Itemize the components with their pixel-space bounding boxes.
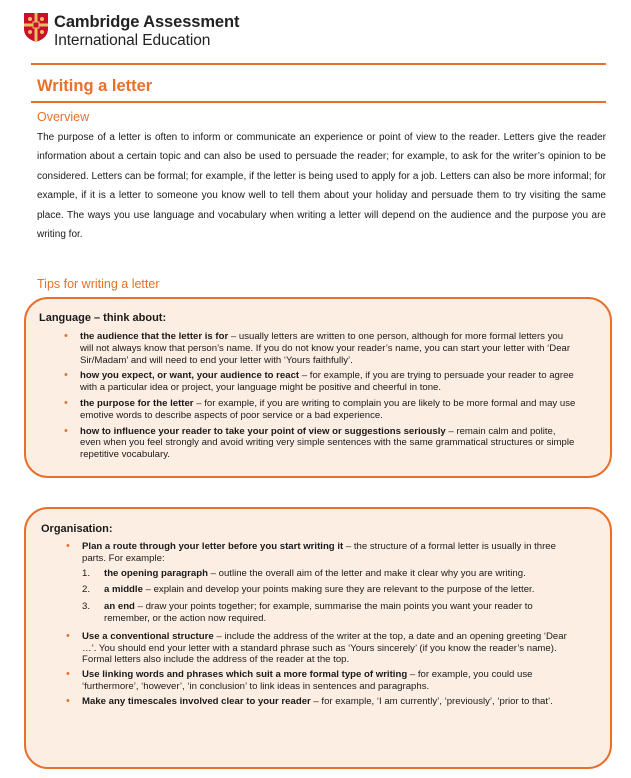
step-item: 3. an end – draw your points together; for example, summarise the main points you want your reader to remember, or the action now required. (82, 601, 533, 624)
list-item: • the purpose for the letter – for example, if you are writing to complain you are likely to be more formal and may use emotive words to describe aspects of poor service or a bad experience. (60, 398, 576, 422)
list-item: • Use linking words and phrases which suit a more formal type of writing – for example, you could use ‘furthermore’, ‘however’, ‘in conclusion’ to link ideas in sentences and paragraphs. (62, 669, 576, 693)
cambridge-crest-logo (24, 13, 48, 42)
step-item: 1. the opening paragraph – outline the overall aim of the letter and make it clear why you are writing. (82, 567, 526, 579)
list-item: • how you expect, or want, your audience to react – for example, if you are trying to persuade your reader to agree with a particular idea or project, your language might be positive and cheerful in tone. (60, 370, 576, 394)
list-item: • Use a conventional structure – include the address of the writer at the top, a date and an opening greeting ‘Dear …’. You should end your letter with a standard phrase such as ‘Yours sincerely’ (if you know the reader’s name). Formal letters also include the address of the reader at the top. (62, 631, 576, 666)
language-box (24, 297, 612, 478)
overview-heading: Overview (37, 110, 90, 124)
title-rule-top (31, 63, 606, 65)
org-name-line2: International Education (54, 32, 211, 49)
structure-steps (82, 568, 576, 625)
step-item: 2. a middle – explain and develop your points making sure they are relevant to the purpose of the letter. (82, 584, 535, 596)
list-item: • Make any timescales involved clear to your reader – for example, ‘I am currently’, ‘previously’, ‘prior to that’. (62, 696, 576, 708)
overview-paragraph: The purpose of a letter is often to inform or communicate an experience or point of view to the reader. Letters give the reader information about a certain topic and can also be used to persuade the reader; for example, to ask for the writer’s opinion to be considered. Letters can be formal; for example, if the letter is being used to apply for a job. Letters can also be more informal; for example, if it is a letter to someone you know well to tell them about your holiday and persuade them to try visiting the same place. The ways you use language and vocabulary when writing a letter will depend on the audience and the purpose you are writing for. (37, 132, 606, 241)
language-box-title: Language – think about: (39, 312, 167, 324)
organisation-box (24, 507, 612, 769)
tips-heading: Tips for writing a letter (37, 277, 160, 291)
title-rule-bottom (31, 101, 606, 103)
organisation-list (62, 541, 576, 708)
language-list (60, 331, 576, 461)
list-item: • the audience that the letter is for – usually letters are written to one person, although for more formal letters you will not always know that person’s name. If you do not know your reader’s name, you can start your letter with ‘Dear Sir/Madam’ and will need to end your letter with ‘Yours faithfully’. (60, 331, 576, 366)
list-item: • Plan a route through your letter before you start writing it – the structure of a formal letter is usually in three parts. For example: 1. the opening paragraph – outline the overall aim of the letter and make it clear why you are writing. 2. a middle – explain and develop your points making sure they are relevant to the purpose of the letter. 3. an end – draw your points together; for example, summarise the main points you want your reader to remember, or the action now required. (62, 541, 576, 625)
organisation-box-title: Organisation: (41, 523, 113, 535)
list-item: • how to influence your reader to take your point of view or suggestions seriously – remain calm and polite, even when you feel strongly and avoid writing very simple sentences with the same grammatical structures or simple repetitive vocabulary. (60, 426, 576, 461)
org-name-line1: Cambridge Assessment (54, 13, 240, 31)
page-title: Writing a letter (37, 77, 153, 95)
